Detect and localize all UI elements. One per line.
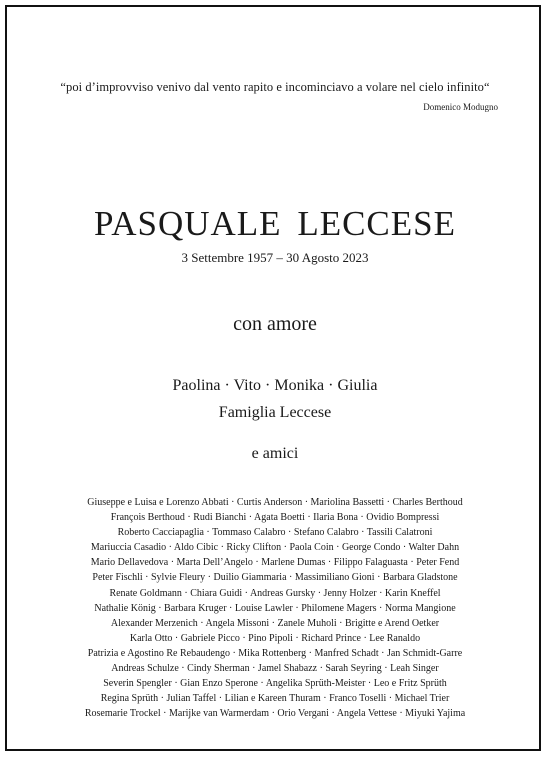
friends-line: Andreas Schulze · Cindy Sherman · Jamel Shabazz · Sarah Seyring · Leah Singer (111, 663, 439, 675)
friends-line: Karla Otto · Gabriele Picco · Pino Pipoli · Richard Prince · Lee Ranaldo (129, 632, 421, 644)
friends-line: Mariuccia Casadio · Aldo Cibic · Ricky Clifton · Paola Coin · George Condo · Walter Dahn (90, 542, 460, 554)
friends-line: Patrizia e Agostino Re Rebaudengo · Mika Rottenberg · Manfred Schadt · Jan Schmidt-Garre (87, 647, 463, 659)
friends-line: Renate Goldmann · Chiara Guidi · Andreas Gursky · Jenny Holzer · Karin Kneffel (109, 587, 441, 599)
epigraph-quote: “poi d’improvviso venivo dal vento rapito e incominciavo a volare nel cielo infinito“ (60, 80, 490, 94)
friends-line: Alexander Merzenich · Angela Missoni · Zanele Muholi · Brigitte e Arend Oetker (110, 617, 440, 629)
family-name: Famiglia Leccese (218, 404, 332, 421)
deceased-name: PASQUALE LECCESE (93, 204, 456, 243)
friends-heading: e amici (251, 445, 299, 462)
friends-line: Rosemarie Trockel · Marijke van Warmerdam · Orio Vergani · Angela Vettese · Miyuki Yajima (84, 708, 466, 720)
friends-line: Peter Fischli · Sylvie Fleury · Duilio Giammaria · Massimiliano Gioni · Barbara Gladstone (92, 572, 458, 584)
dedication-text: con amore (233, 313, 317, 335)
friends-list (40, 495, 510, 721)
life-dates: 3 Settembre 1957 – 30 Agosto 2023 (181, 250, 369, 265)
friends-line: Severin Spengler · Gian Enzo Sperone · Angelika Sprüth-Meister · Leo e Fritz Sprüth (103, 678, 447, 690)
children-names: Paolina · Vito · Monika · Giulia (172, 377, 378, 394)
epigraph-author: Domenico Modugno (423, 102, 498, 112)
friends-line: Roberto Cacciapaglia · Tommaso Calabro · Stefano Calabro · Tassili Calatroni (117, 527, 433, 539)
friends-line: Giuseppe e Luisa e Lorenzo Abbati · Curtis Anderson · Mariolina Bassetti · Charles Berthoud (87, 497, 463, 508)
friends-line: Regina Sprüth · Julian Taffel · Lilian e Kareen Thuram · Franco Toselli · Michael Trier (100, 693, 450, 705)
friends-line: Nathalie König · Barbara Kruger · Louise Lawler · Philomene Magers · Norma Mangione (94, 602, 456, 614)
friends-line: Mario Dellavedova · Marta Dell’Angelo · Marlene Dumas · Filippo Falaguasta · Peter Fend (90, 557, 460, 569)
friends-line: François Berthoud · Rudi Bianchi · Agata Boetti · Ilaria Bona · Ovidio Bompressi (110, 512, 440, 524)
